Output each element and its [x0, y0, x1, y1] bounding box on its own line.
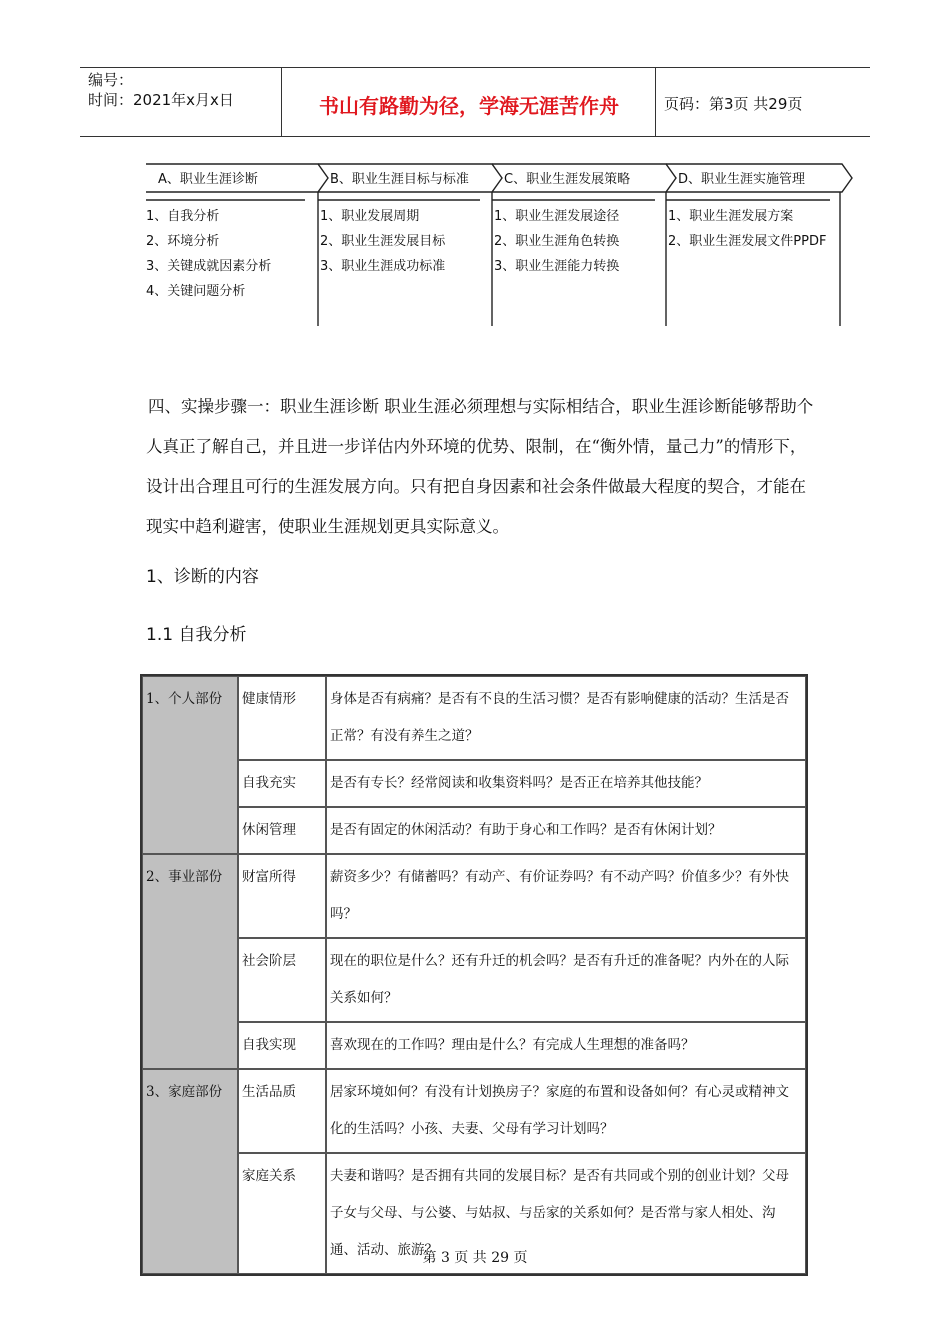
diagram-item: 3、职业生涯能力转换 — [494, 259, 620, 274]
subcategory-cell: 生活品质 — [238, 1069, 326, 1153]
header-top-rule — [80, 67, 870, 68]
section-heading: 1、诊断的内容 — [146, 567, 259, 587]
page-footer: 第 3 页 共 29 页 — [422, 1250, 528, 1266]
subcategory-cell: 自我实现 — [238, 1022, 326, 1069]
diagram-item: 1、职业发展周期 — [320, 209, 420, 224]
diagram-item: 2、职业生涯发展目标 — [320, 234, 446, 249]
diagram-column-title-d: D、职业生涯实施管理 — [678, 172, 806, 187]
career-planning-diagram — [140, 160, 860, 330]
diagram-item: 1、职业生涯发展途径 — [494, 209, 620, 224]
diagram-item: 3、职业生涯成功标准 — [320, 259, 446, 274]
description-cell: 是否有固定的休闲活动？有助于身心和工作吗？是否有休闲计划？ — [326, 807, 806, 854]
table-row — [142, 854, 806, 938]
subcategory-cell: 自我充实 — [238, 760, 326, 807]
description-cell: 现在的职位是什么？还有升迁的机会吗？是否有升迁的准备呢？内外在的人际关系如何？ — [326, 938, 806, 1022]
description-cell: 喜欢现在的工作吗？理由是什么？有完成人生理想的准备吗？ — [326, 1022, 806, 1069]
table-row — [142, 676, 806, 760]
description-cell: 薪资多少？有储蓄吗？有动产、有价证券吗？有不动产吗？价值多少？有外快吗？ — [326, 854, 806, 938]
doc-number-label: 编号： — [88, 71, 134, 89]
table-row — [142, 760, 806, 807]
body-paragraph: 四、实操步骤一：职业生涯诊断 职业生涯必须理想与实际相结合，职业生涯诊断能够帮助个人真正了解自己，并且进一步详估内外环境的优势、限制，在“衡外情，量己力”的情形下，设计出合理且可行的生涯发展方向。只有把自身因素和社会条件做最大程度的契合，才能在现实中趋利避害，使职业生涯规划更具实际意义。 — [146, 397, 814, 536]
category-cell: 3、家庭部份 — [142, 1069, 238, 1274]
header-bottom-rule — [80, 136, 870, 137]
table-row — [142, 1069, 806, 1153]
diagram-item: 2、环境分析 — [146, 234, 220, 249]
description-cell: 身体是否有病痛？是否有不良的生活习惯？是否有影响健康的活动？生活是否正常？有没有养生之道？ — [326, 676, 806, 760]
diagram-column-title-a: A、职业生涯诊断 — [158, 172, 258, 187]
header-divider — [281, 67, 282, 136]
header-page-info: 页码：第3页 共29页 — [664, 95, 803, 113]
diagram-column-a — [146, 204, 271, 304]
diagram-item: 3、关键成就因素分析 — [146, 259, 272, 274]
diagram-column-c — [494, 204, 619, 279]
category-cell: 2、事业部份 — [142, 854, 238, 1069]
diagram-column-title-b: B、职业生涯目标与标准 — [330, 172, 469, 187]
table-row — [142, 807, 806, 854]
table-row — [142, 938, 806, 1022]
self-analysis-table — [140, 674, 808, 1276]
description-cell: 居家环境如何？有没有计划换房子？家庭的布置和设备如何？有心灵或精神文化的生活吗？小孩、夫妻、父母有学习计划吗？ — [326, 1069, 806, 1153]
description-cell: 夫妻和谐吗？是否拥有共同的发展目标？是否有共同或个别的创业计划？父母子女与父母、与公婆、与姑叔、与岳家的关系如何？是否常与家人相处、沟通、活动、旅游？ — [326, 1153, 806, 1274]
header-divider — [655, 67, 656, 136]
header-motto: 书山有路勤为径，学海无涯苦作舟 — [319, 94, 619, 118]
doc-time-label: 时间：2021年x月x日 — [88, 91, 234, 109]
diagram-column-d — [668, 204, 826, 254]
diagram-item: 1、职业生涯发展方案 — [668, 209, 794, 224]
subcategory-cell: 财富所得 — [238, 854, 326, 938]
subcategory-cell: 家庭关系 — [238, 1153, 326, 1274]
diagram-item: 4、关键问题分析 — [146, 284, 246, 299]
subsection-heading: 1.1 自我分析 — [146, 625, 247, 645]
category-cell: 1、个人部份 — [142, 676, 238, 854]
description-cell: 是否有专长？经常阅读和收集资料吗？是否正在培养其他技能？ — [326, 760, 806, 807]
diagram-item: 1、自我分析 — [146, 209, 220, 224]
subcategory-cell: 休闲管理 — [238, 807, 326, 854]
diagram-item: 2、职业生涯发展文件PPDF — [668, 234, 827, 249]
subcategory-cell: 健康情形 — [238, 676, 326, 760]
diagram-item: 2、职业生涯角色转换 — [494, 234, 620, 249]
table-row — [142, 1022, 806, 1069]
header-left — [88, 70, 234, 110]
diagram-column-title-c: C、职业生涯发展策略 — [504, 172, 631, 187]
subcategory-cell: 社会阶层 — [238, 938, 326, 1022]
diagram-column-b — [320, 204, 445, 279]
